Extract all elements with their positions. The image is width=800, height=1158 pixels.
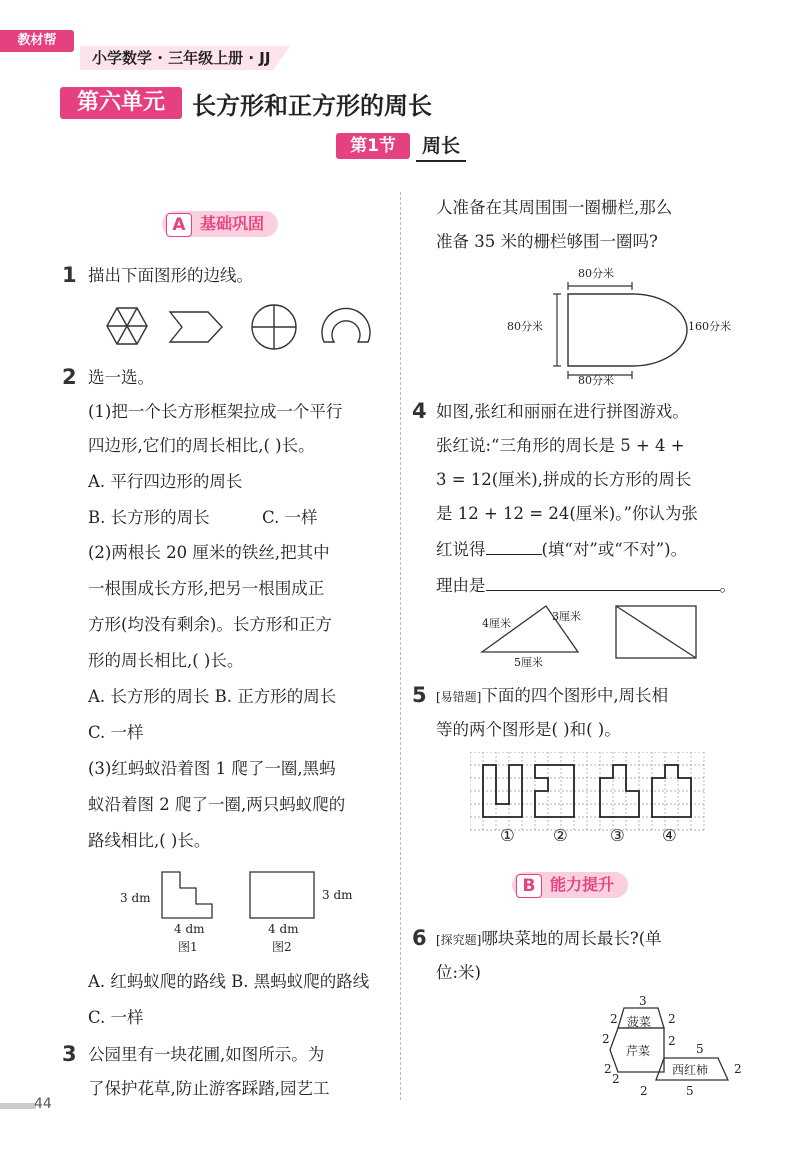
section-badge: 第1节	[336, 133, 410, 159]
q4-line2: 张红说:“三角形的周长是 5 + 4 +	[436, 436, 685, 455]
q2-s3-line2: 蚁沿着图 2 爬了一圈,两只蚂蚁爬的	[88, 795, 346, 814]
q2-s1-option-c: C. 一样	[262, 508, 318, 527]
figure2-side-label: 3 dm	[322, 888, 353, 902]
q2-s2-options-ab: A. 长方形的周长 B. 正方形的周长	[88, 687, 337, 706]
hexagon-shape	[107, 308, 147, 344]
q2-s2-line2: 一根围成长方形,把另一根围成正	[88, 579, 325, 598]
circle-cross-shape	[252, 305, 296, 349]
q5-number: 5	[412, 683, 427, 707]
q3-line1: 公园里有一块花圃,如图所示。为	[88, 1045, 325, 1064]
q2-ant-figures	[110, 866, 390, 958]
q4-line5-prefix: 红说得	[436, 540, 486, 559]
q1-text: 描出下面图形的边线。	[88, 266, 253, 285]
q2-s3-line1: (3)红蚂蚁沿着图 1 爬了一圈,黑蚂	[88, 759, 336, 778]
q6-num-2-e: 2	[604, 1062, 612, 1076]
q2-s3-options-ab: A. 红蚂蚁爬的路线 B. 黑蚂蚁爬的路线	[88, 972, 370, 991]
q4-line1: 如图,张红和丽丽在进行拼图游戏。	[436, 402, 689, 421]
q4-number: 4	[412, 399, 427, 423]
q6-tag: [探究题]	[436, 933, 482, 947]
celery-label: 芹菜	[626, 1044, 651, 1058]
section-a-label: 基础巩固	[200, 214, 265, 233]
book-tag: 教材帮	[0, 30, 74, 52]
q6-num-2-c: 2	[602, 1032, 610, 1046]
series-title: 小学数学 · 三年级上册 · JJ	[92, 49, 271, 67]
q3-bottom-label: 80分米	[578, 374, 614, 387]
q2-s2-option-c: C. 一样	[88, 723, 144, 742]
arrow-chevron-shape	[170, 312, 222, 342]
section-title: 周长	[416, 131, 466, 162]
tomato-label: 西红柿	[672, 1063, 709, 1077]
q3-line3: 人准备在其周围围一圈栅栏,那么	[436, 198, 673, 217]
q2-s1-option-b: B. 长方形的周长	[88, 508, 210, 527]
q6-num-2-h: 2	[640, 1084, 648, 1098]
q1-shapes	[96, 300, 386, 358]
q2-s3-option-c: C. 一样	[88, 1008, 144, 1027]
q6-line1	[436, 929, 662, 950]
q6-num-2-a: 2	[610, 1012, 618, 1026]
q5-line1-text: 下面的四个图形中,周长相	[481, 686, 669, 705]
q4-answer-blank[interactable]	[486, 554, 542, 555]
q2-s2-line3: 方形(均没有剩余)。长方形和正方	[88, 615, 332, 634]
q2-title: 选一选。	[88, 368, 154, 387]
q3-line2: 了保护花草,防止游客踩踏,园艺工	[88, 1079, 330, 1098]
q2-s1-line1: (1)把一个长方形框架拉成一个平行	[88, 402, 343, 421]
q4-line4: 是 12 + 12 = 24(厘米)。”你认为张	[436, 504, 698, 523]
q3-top-label: 80分米	[578, 267, 614, 280]
section-b-pill	[512, 872, 628, 898]
q6-num-2-d: 2	[668, 1034, 676, 1048]
section-a-pill	[162, 211, 278, 237]
q6-num-2-b: 2	[668, 1012, 676, 1026]
column-divider	[400, 192, 401, 1100]
q2-s2-line1: (2)两根长 20 厘米的铁丝,把其中	[88, 543, 330, 562]
section-b-label: 能力提升	[550, 875, 615, 894]
q5-line1	[436, 686, 668, 707]
figure1-caption: 图1	[178, 940, 198, 954]
q5-label-3: ③	[610, 826, 625, 845]
q5-tag: [易错题]	[436, 690, 482, 704]
triangle-right-label: 3厘米	[552, 610, 581, 623]
q6-line1-text: 哪块菜地的周长最长?(单	[481, 929, 662, 948]
q2-s1-option-a: A. 平行四边形的周长	[88, 472, 243, 491]
q4-line5-suffix: (填“对”或“不对”)。	[541, 540, 688, 559]
figure2-caption: 图2	[272, 940, 292, 954]
q6-num-2-f: 2	[734, 1062, 742, 1076]
q2-number: 2	[62, 365, 77, 389]
q6-line2: 位:米)	[436, 963, 481, 982]
figure1-bottom-label: 4 dm	[174, 922, 205, 936]
figure1-side-label: 3 dm	[120, 891, 151, 905]
q2-s3-line3: 路线相比,( )长。	[88, 831, 211, 850]
figure2-rectangle	[250, 872, 314, 918]
q4-line5	[436, 540, 687, 560]
q6-num-5-b: 5	[686, 1084, 694, 1098]
q5-label-2: ②	[553, 826, 568, 845]
triangle-bottom-label: 5厘米	[514, 656, 543, 669]
garden-outline	[568, 294, 687, 366]
q6-num-5-a: 5	[696, 1042, 704, 1056]
section-b-letter: B	[516, 874, 542, 898]
figure2-bottom-label: 4 dm	[268, 922, 299, 936]
q4-line3: 3 = 12(厘米),拼成的长方形的周长	[436, 470, 692, 489]
q4-line6	[436, 576, 736, 596]
q5-label-1: ①	[500, 826, 515, 845]
figure1-staircase	[162, 872, 212, 918]
rectangle-split-shape	[616, 606, 696, 658]
page-number: 44	[34, 1096, 52, 1112]
q5-label-4: ④	[662, 826, 677, 845]
q6-number: 6	[412, 926, 427, 950]
q4-line6-suffix: 。	[719, 576, 736, 595]
section-a-letter: A	[166, 213, 192, 237]
q3-line4: 准备 35 米的栅栏够围一圈吗?	[436, 232, 658, 251]
spinach-label: 菠菜	[627, 1015, 652, 1029]
q4-figures	[476, 602, 706, 666]
q3-number: 3	[62, 1042, 77, 1066]
unit-title: 长方形和正方形的周长	[192, 92, 432, 120]
q4-line6-prefix: 理由是	[436, 576, 486, 595]
arch-shape	[322, 308, 370, 342]
q4-reason-blank[interactable]	[486, 590, 720, 591]
q3-arc-label: 160分米	[688, 320, 731, 333]
triangle-left-label: 4厘米	[482, 617, 511, 630]
q2-s2-line4: 形的周长相比,( )长。	[88, 651, 244, 670]
q1-number: 1	[62, 263, 77, 287]
q5-line2: 等的两个图形是( )和( )。	[436, 720, 621, 739]
q6-num-2-g: 2	[612, 1072, 620, 1086]
q2-s1-line2: 四边形,它们的周长相比,( )长。	[88, 436, 315, 455]
q3-left-label: 80分米	[507, 320, 543, 333]
q6-num-3: 3	[639, 994, 647, 1008]
unit-badge: 第六单元	[60, 87, 182, 119]
page-number-bar	[0, 1103, 36, 1109]
